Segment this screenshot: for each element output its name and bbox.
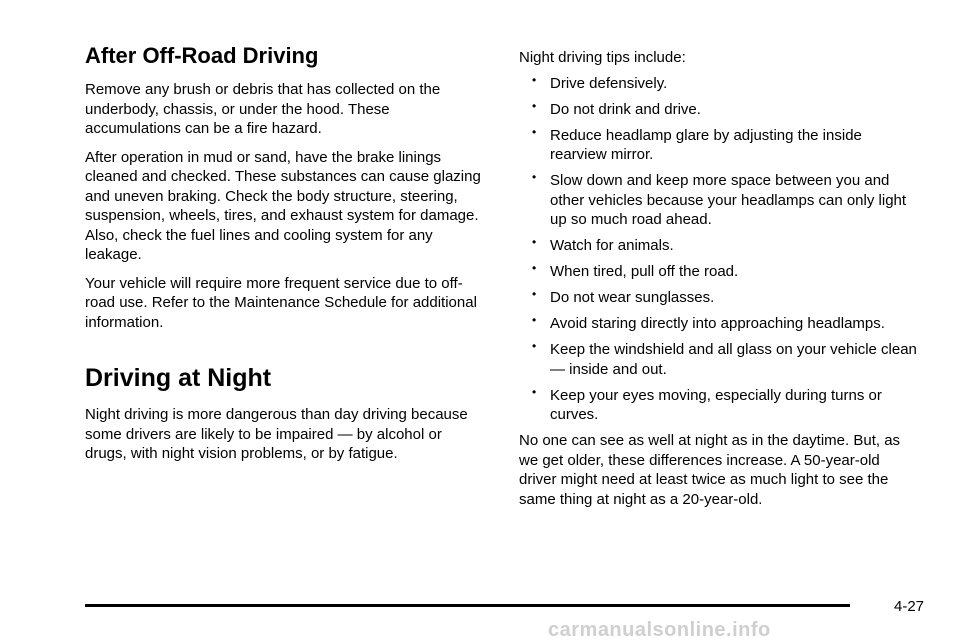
- list-item: [519, 288, 919, 308]
- bullet-icon: •: [532, 72, 537, 87]
- tip-text: Keep the windshield and all glass on your vehicle clean — inside and out.: [550, 341, 917, 378]
- tip-text: Do not wear sunglasses.: [550, 289, 715, 306]
- tip-text: Reduce headlamp glare by adjusting the inside rearview mirror.: [550, 126, 862, 163]
- paragraph-mud-and-sand: After operation in mud or sand, have the brake linings cleaned and checked. These substances can cause glazing and uneven braking. Check the body structure, steering, suspension, wheels, tires, and exhaust system for damage. Also, check the fuel lines and cooling system for any leakage.: [85, 148, 481, 263]
- bullet-icon: •: [532, 339, 537, 353]
- tip-text: Avoid staring directly into approaching headlamps.: [550, 315, 885, 332]
- list-item: [519, 171, 919, 230]
- footer-rule: [85, 604, 850, 607]
- list-item: [519, 74, 919, 94]
- paragraph-night-driving-danger: Night driving is more dangerous than day driving because some drivers are likely to be impaired — by alcohol or drugs, with night vision problems, or by fatigue.: [85, 406, 468, 462]
- list-item: [519, 340, 919, 379]
- page-number: 4-27: [894, 598, 925, 615]
- bullet-icon: •: [532, 261, 537, 275]
- list-item: [519, 236, 919, 256]
- paragraph-frequent-service: Your vehicle will require more frequent service due to off-road use. Refer to the Maintenance Schedule for additional information.: [85, 274, 477, 331]
- bullet-icon: •: [532, 384, 537, 399]
- paragraph-night-vision-age: No one can see as well at night as in the daytime. But, as we get older, these differences increase. A 50-year-old driver might need at least twice as much light to see the same thing at night as a 20-year-old.: [519, 432, 901, 508]
- night-driving-tips-list: [519, 74, 919, 425]
- tips-intro: Night driving tips include:: [519, 49, 686, 66]
- section-heading-driving-at-night: Driving at Night: [85, 364, 272, 392]
- left-column: [85, 42, 485, 473]
- tip-text: Drive defensively.: [550, 74, 668, 92]
- list-item: [519, 100, 919, 120]
- watermark: carmanualsonline.info: [548, 619, 771, 641]
- tip-text: When tired, pull off the road.: [550, 263, 739, 280]
- tip-text: Keep your eyes moving, especially during turns or curves.: [550, 386, 882, 423]
- section-heading-after-off-road-driving: After Off-Road Driving: [85, 43, 319, 68]
- bullet-icon: •: [532, 235, 537, 249]
- bullet-icon: •: [532, 313, 537, 327]
- tip-text: Do not drink and drive.: [550, 100, 701, 118]
- bullet-icon: •: [532, 287, 537, 301]
- tip-text: Slow down and keep more space between you and other vehicles because your headlamps can only light up so much road ahead.: [550, 172, 907, 228]
- bullet-icon: •: [532, 124, 537, 139]
- list-item: [519, 126, 919, 165]
- right-column: [519, 42, 919, 518]
- bullet-icon: •: [532, 98, 537, 113]
- tip-text: Watch for animals.: [550, 237, 674, 254]
- list-item: [519, 386, 919, 425]
- list-item: [519, 262, 919, 282]
- list-item: [519, 314, 919, 334]
- paragraph-remove-debris: Remove any brush or debris that has collected on the underbody, chassis, or under the hood. These accumulations can be a fire hazard.: [85, 81, 441, 137]
- bullet-icon: •: [532, 170, 537, 184]
